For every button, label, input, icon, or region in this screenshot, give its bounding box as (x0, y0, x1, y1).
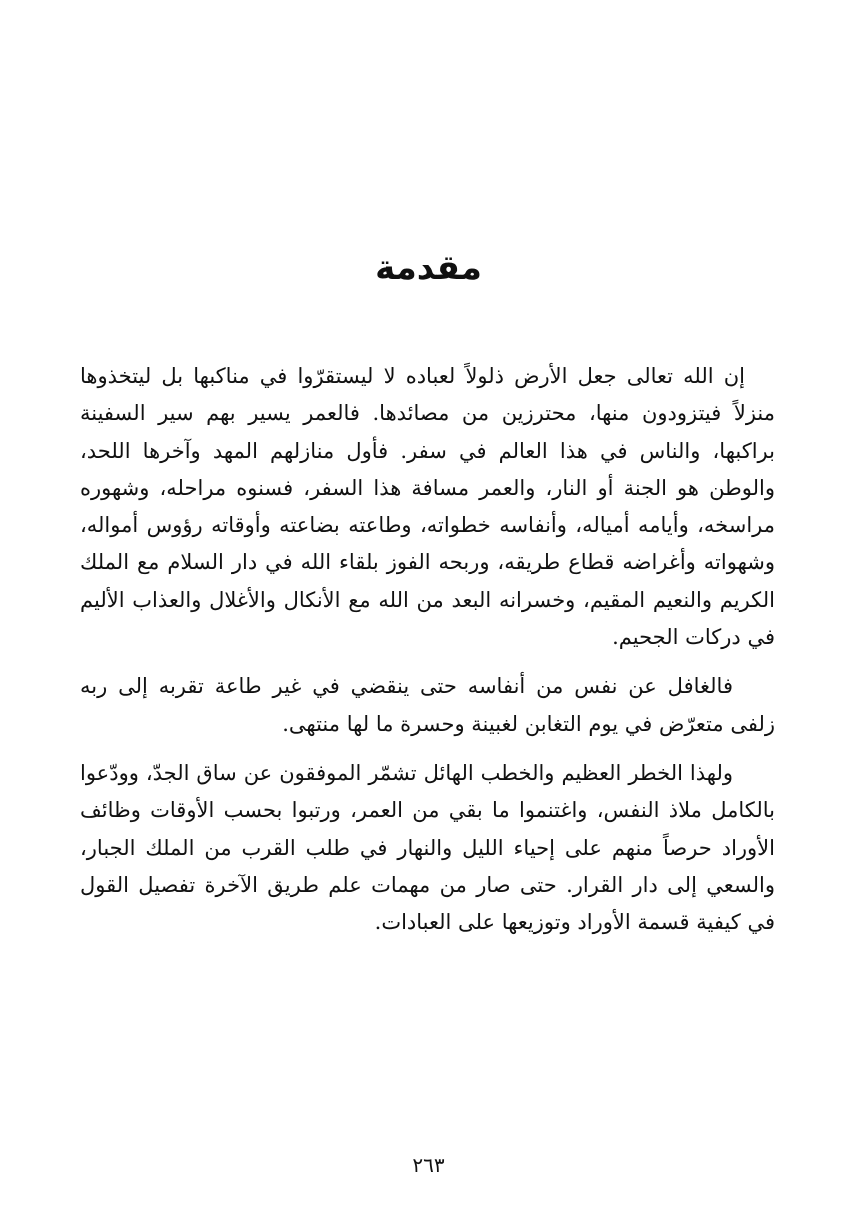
paragraph: ولهذا الخطر العظيم والخطب الهائل تشمّر الموفقون عن ساق الجدّ، وودّعوا بالكامل ملاذ النفس، واغتنموا ما بقي من العمر، ورتبوا بحسب الأوقات وظائف الأوراد حرصاً منهم على إحياء الليل والنهار في طلب القرب من الملك الجبار، والسعي إلى دار القرار. حتى صار من مهمات علم طريق الآخرة تفصيل القول في كيفية قسمة الأوراد وتوزيعها على العبادات. (80, 760, 775, 935)
chapter-body (80, 358, 775, 953)
chapter-title: مقدمة (375, 248, 482, 288)
paragraph: إن الله تعالى جعل الأرض ذلولاً لعباده لا ليستقرّوا في مناكبها بل ليتخذوها منزلاً فيتزودون منها، محترزين من مصائدها. فالعمر يسير بهم سير السفينة براكبها، والناس في هذا العالم في سفر. فأول منازلهم المهد وآخرها اللحد، والوطن هو الجنة أو النار، والعمر مسافة هذا السفر، فسنوه مراحله، وشهوره مراسخه، وأيامه أمياله، وأنفاسه خطواته، وطاعته بضاعته وأوقاته رؤوس أمواله، وشهواته وأغراضه قطاع طريقه، وربحه الفوز بلقاء الله في دار السلام مع الملك الكريم والنعيم المقيم، وخسرانه البعد من الله مع الأنكال والأغلال والعذاب الأليم في دركات الجحيم. (80, 364, 775, 650)
paragraph: فالغافل عن نفس من أنفاسه حتى ينقضي في غير طاعة تقربه إلى ربه زلفى متعرّض في يوم التغابن لغبينة وحسرة ما لها منتهى. (80, 674, 775, 736)
page-number: ٢٦٣ (412, 1153, 445, 1177)
